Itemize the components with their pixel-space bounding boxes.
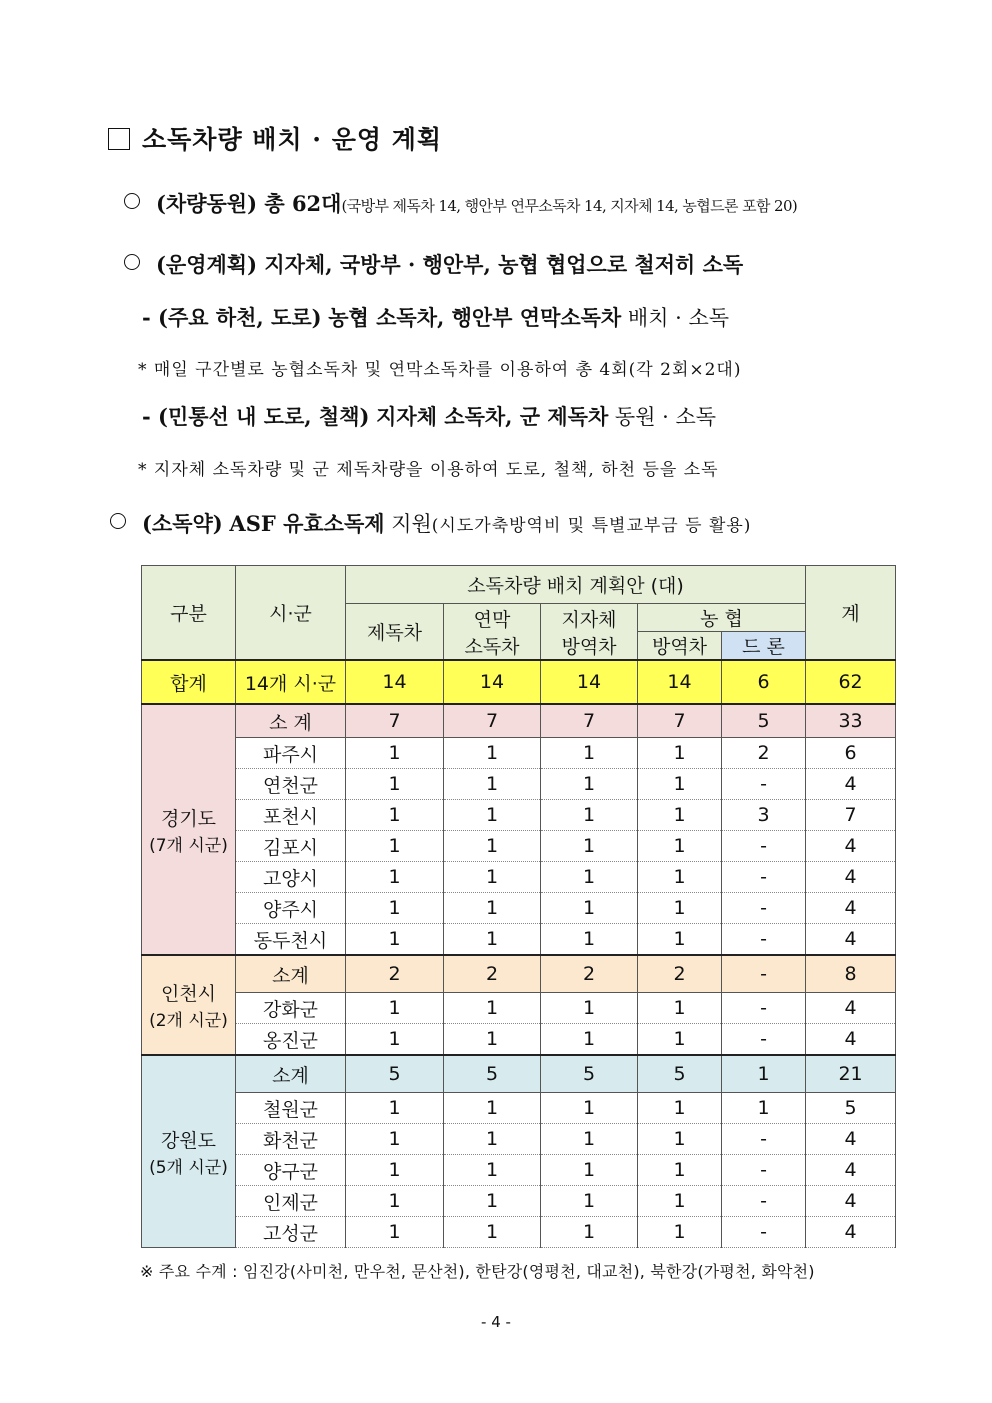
cell-value: 1 <box>444 1093 541 1124</box>
cell-value: 1 <box>444 769 541 800</box>
cell-value: 1 <box>638 831 722 862</box>
subtotal-value: 2 <box>346 955 444 993</box>
sub-bullet-major <box>142 302 729 332</box>
header-plan: 소독차량 배치 계획안 (대) <box>346 566 806 604</box>
province-count: (5개 시군) <box>149 1157 228 1178</box>
cell-value: 6 <box>806 738 896 769</box>
note-civil: * 지자체 소독차량 및 군 제독차량을 이용하여 도로, 철책, 하천 등을 소독 <box>138 460 719 480</box>
cell-value: 1 <box>444 1024 541 1056</box>
cell-value: - <box>722 1186 806 1217</box>
cell-value: 1 <box>541 1217 638 1248</box>
table-row <box>142 800 896 831</box>
cell-value: 1 <box>444 924 541 956</box>
cell-value: 1 <box>444 738 541 769</box>
cell-value: 1 <box>638 1217 722 1248</box>
province-cell <box>142 704 236 955</box>
subtotal-value: 5 <box>346 1055 444 1093</box>
city-name: 포천시 <box>236 800 346 831</box>
subtotal-row <box>142 704 896 738</box>
cell-value: 1 <box>638 862 722 893</box>
province-name: 인천시 <box>160 983 217 1005</box>
note-major: * 매일 구간별로 농협소독차 및 연막소독차를 이용하여 총 4회(각 2회×2대) <box>138 360 742 380</box>
cell-value: 1 <box>444 1186 541 1217</box>
sub-bullet-civil-bold: 지자체 소독차, 군 제독차 <box>376 404 609 429</box>
subtotal-value: 7 <box>541 704 638 738</box>
grand-total-value: 6 <box>722 660 806 704</box>
cell-value: 1 <box>444 1217 541 1248</box>
cell-value: 4 <box>806 1024 896 1056</box>
vehicle-plan-table <box>141 565 896 1248</box>
cell-value: 1 <box>346 1024 444 1056</box>
cell-value: 5 <box>806 1093 896 1124</box>
table-row <box>142 993 896 1024</box>
cell-value: 1 <box>541 924 638 956</box>
cell-value: 1 <box>541 800 638 831</box>
cell-value: 4 <box>806 769 896 800</box>
cell-value: 1 <box>346 738 444 769</box>
section-heading-text: 소독차량 배치 · 운영 계획 <box>142 125 443 154</box>
cell-value: 1 <box>638 1124 722 1155</box>
grand-total-value: 14 <box>638 660 722 704</box>
cell-value: 1 <box>541 993 638 1024</box>
bullet-disinfectant-bold: ASF 유효소독제 <box>229 511 385 536</box>
grand-total-city: 14개 시·군 <box>236 660 346 704</box>
cell-value: 1 <box>638 993 722 1024</box>
subtotal-value: 33 <box>806 704 896 738</box>
bullet-vehicle-main: 총 62대 <box>264 191 342 216</box>
cell-value: 4 <box>806 831 896 862</box>
bullet-operation <box>124 249 743 279</box>
cell-value: 1 <box>346 1186 444 1217</box>
table-row <box>142 924 896 956</box>
cell-value: 1 <box>638 924 722 956</box>
city-name: 강화군 <box>236 993 346 1024</box>
grand-total-value: 14 <box>346 660 444 704</box>
cell-value: 1 <box>346 1217 444 1248</box>
cell-value: 4 <box>806 893 896 924</box>
cell-value: 1 <box>346 1124 444 1155</box>
city-name: 옹진군 <box>236 1024 346 1056</box>
header-category: 구분 <box>142 566 236 661</box>
cell-value: 1 <box>444 993 541 1024</box>
bullet-disinfectant <box>110 508 751 538</box>
subtotal-value: 5 <box>444 1055 541 1093</box>
subtotal-value: 7 <box>638 704 722 738</box>
city-name: 동두천시 <box>236 924 346 956</box>
cell-value: - <box>722 893 806 924</box>
grand-total-label: 합계 <box>142 660 236 704</box>
bullet-operation-text: 지자체, 국방부 · 행안부, 농협 협업으로 철저히 소독 <box>264 252 744 277</box>
province-name: 강원도 <box>160 1129 217 1152</box>
cell-value: 1 <box>638 1024 722 1056</box>
sub-bullet-civil-rest: 동원 · 소독 <box>614 405 717 429</box>
table-row <box>142 1093 896 1124</box>
cell-value: 1 <box>444 893 541 924</box>
cell-value: 1 <box>444 862 541 893</box>
subtotal-value: - <box>722 955 806 993</box>
sub-bullet-major-tag: - (주요 하천, 도로) <box>142 305 322 330</box>
cell-value: 1 <box>541 738 638 769</box>
header-city: 시·군 <box>236 566 346 661</box>
city-name: 파주시 <box>236 738 346 769</box>
cell-value: 1 <box>346 862 444 893</box>
cell-value: 1 <box>346 1093 444 1124</box>
cell-value: 1 <box>346 800 444 831</box>
bullet-disinfectant-rest: 지원 <box>391 512 432 536</box>
cell-value: 4 <box>806 1186 896 1217</box>
province-cell <box>142 955 236 1055</box>
cell-value: 1 <box>346 993 444 1024</box>
cell-value: 1 <box>346 893 444 924</box>
cell-value: 4 <box>806 993 896 1024</box>
subtotal-label: 소계 <box>236 1055 346 1093</box>
cell-value: 1 <box>444 800 541 831</box>
city-name: 양주시 <box>236 893 346 924</box>
cell-value: - <box>722 831 806 862</box>
circle-bullet-icon <box>110 513 126 529</box>
sub-bullet-civil-tag: - (민통선 내 도로, 철책) <box>142 404 370 429</box>
cell-value: 1 <box>444 1155 541 1186</box>
checkbox-square-icon <box>108 128 130 150</box>
city-name: 고성군 <box>236 1217 346 1248</box>
cell-value: 4 <box>806 924 896 956</box>
cell-value: 1 <box>541 893 638 924</box>
cell-value: 1 <box>541 1024 638 1056</box>
subtotal-value: 1 <box>722 1055 806 1093</box>
table-row <box>142 769 896 800</box>
cell-value: 1 <box>541 831 638 862</box>
table-row <box>142 831 896 862</box>
header-drone: 드 론 <box>722 632 806 661</box>
bullet-vehicle <box>124 188 797 218</box>
table-row <box>142 1124 896 1155</box>
cell-value: 1 <box>346 1155 444 1186</box>
sub-bullet-major-rest: 배치 · 소독 <box>627 306 730 330</box>
subtotal-value: 2 <box>541 955 638 993</box>
cell-value: 4 <box>806 1217 896 1248</box>
cell-value: 1 <box>541 1155 638 1186</box>
bullet-vehicle-tag: (차량동원) <box>156 191 258 216</box>
header-fog-line1: 연막 <box>473 608 511 631</box>
province-count: (7개 시군) <box>149 835 228 856</box>
table-row <box>142 1155 896 1186</box>
city-name: 김포시 <box>236 831 346 862</box>
cell-value: 1 <box>541 1124 638 1155</box>
cell-value: - <box>722 993 806 1024</box>
table-row <box>142 738 896 769</box>
header-local-line1: 지자체 <box>561 608 617 631</box>
cell-value: 1 <box>541 1093 638 1124</box>
header-fog-line2: 소독차 <box>464 635 520 658</box>
cell-value: 1 <box>638 893 722 924</box>
table-row <box>142 893 896 924</box>
subtotal-label: 소계 <box>236 955 346 993</box>
page-number: - 4 - <box>481 1313 511 1331</box>
grand-total-row <box>142 660 896 704</box>
province-cell <box>142 1055 236 1248</box>
grand-total-value: 14 <box>444 660 541 704</box>
bullet-disinfectant-tag: (소독약) <box>142 511 223 536</box>
subtotal-value: 21 <box>806 1055 896 1093</box>
sub-bullet-major-bold: 농협 소독차, 행안부 연막소독차 <box>328 305 622 330</box>
cell-value: 2 <box>722 738 806 769</box>
subtotal-value: 2 <box>638 955 722 993</box>
cell-value: - <box>722 924 806 956</box>
table-row <box>142 1024 896 1056</box>
table-row <box>142 862 896 893</box>
header-local <box>541 604 638 661</box>
subtotal-row <box>142 955 896 993</box>
subtotal-value: 7 <box>346 704 444 738</box>
header-nh: 농 협 <box>638 604 806 632</box>
bullet-vehicle-detail: (국방부 제독차 14, 행안부 연무소독차 14, 지자체 14, 농협드론 포함 20) <box>341 197 798 215</box>
cell-value: - <box>722 1124 806 1155</box>
bullet-operation-tag: (운영계획) <box>156 252 258 277</box>
section-heading <box>108 120 442 156</box>
cell-value: 1 <box>541 769 638 800</box>
cell-value: 1 <box>444 1124 541 1155</box>
footnote: ※ 주요 수계 : 임진강(사미천, 만우천, 문산천), 한탄강(영평천, 대교천), 북한강(가평천, 화악천) <box>140 1262 815 1281</box>
cell-value: - <box>722 1217 806 1248</box>
subtotal-value: 7 <box>444 704 541 738</box>
cell-value: 1 <box>638 738 722 769</box>
header-decon: 제독차 <box>346 604 444 661</box>
cell-value: - <box>722 1155 806 1186</box>
cell-value: 1 <box>638 1186 722 1217</box>
cell-value: 4 <box>806 862 896 893</box>
grand-total-value: 14 <box>541 660 638 704</box>
table-row <box>142 1186 896 1217</box>
cell-value: 1 <box>346 924 444 956</box>
subtotal-row <box>142 1055 896 1093</box>
circle-bullet-icon <box>124 193 140 209</box>
cell-value: 1 <box>346 831 444 862</box>
cell-value: 3 <box>722 800 806 831</box>
cell-value: 1 <box>638 1093 722 1124</box>
cell-value: 1 <box>722 1093 806 1124</box>
grand-total-value: 62 <box>806 660 896 704</box>
table-row <box>142 1217 896 1248</box>
city-name: 고양시 <box>236 862 346 893</box>
header-fog <box>444 604 541 661</box>
cell-value: 1 <box>541 1186 638 1217</box>
subtotal-value: 8 <box>806 955 896 993</box>
cell-value: 1 <box>638 800 722 831</box>
cell-value: - <box>722 862 806 893</box>
cell-value: 4 <box>806 1155 896 1186</box>
bullet-disinfectant-paren: (시도가축방역비 및 특별교부금 등 활용) <box>431 516 752 536</box>
cell-value: 7 <box>806 800 896 831</box>
province-name: 경기도 <box>160 807 217 830</box>
sub-bullet-civil <box>142 401 716 431</box>
cell-value: 4 <box>806 1124 896 1155</box>
cell-value: 1 <box>638 769 722 800</box>
city-name: 화천군 <box>236 1124 346 1155</box>
subtotal-label: 소 계 <box>236 704 346 738</box>
header-total: 계 <box>806 566 896 661</box>
subtotal-value: 5 <box>722 704 806 738</box>
cell-value: - <box>722 1024 806 1056</box>
subtotal-value: 5 <box>638 1055 722 1093</box>
circle-bullet-icon <box>124 254 140 270</box>
cell-value: 1 <box>444 831 541 862</box>
subtotal-value: 2 <box>444 955 541 993</box>
province-count: (2개 시군) <box>149 1011 228 1031</box>
cell-value: 1 <box>541 862 638 893</box>
city-name: 양구군 <box>236 1155 346 1186</box>
subtotal-value: 5 <box>541 1055 638 1093</box>
cell-value: - <box>722 769 806 800</box>
header-nh-vehicle: 방역차 <box>638 632 722 661</box>
city-name: 인제군 <box>236 1186 346 1217</box>
city-name: 연천군 <box>236 769 346 800</box>
city-name: 철원군 <box>236 1093 346 1124</box>
header-local-line2: 방역차 <box>561 635 617 658</box>
cell-value: 1 <box>638 1155 722 1186</box>
cell-value: 1 <box>346 769 444 800</box>
